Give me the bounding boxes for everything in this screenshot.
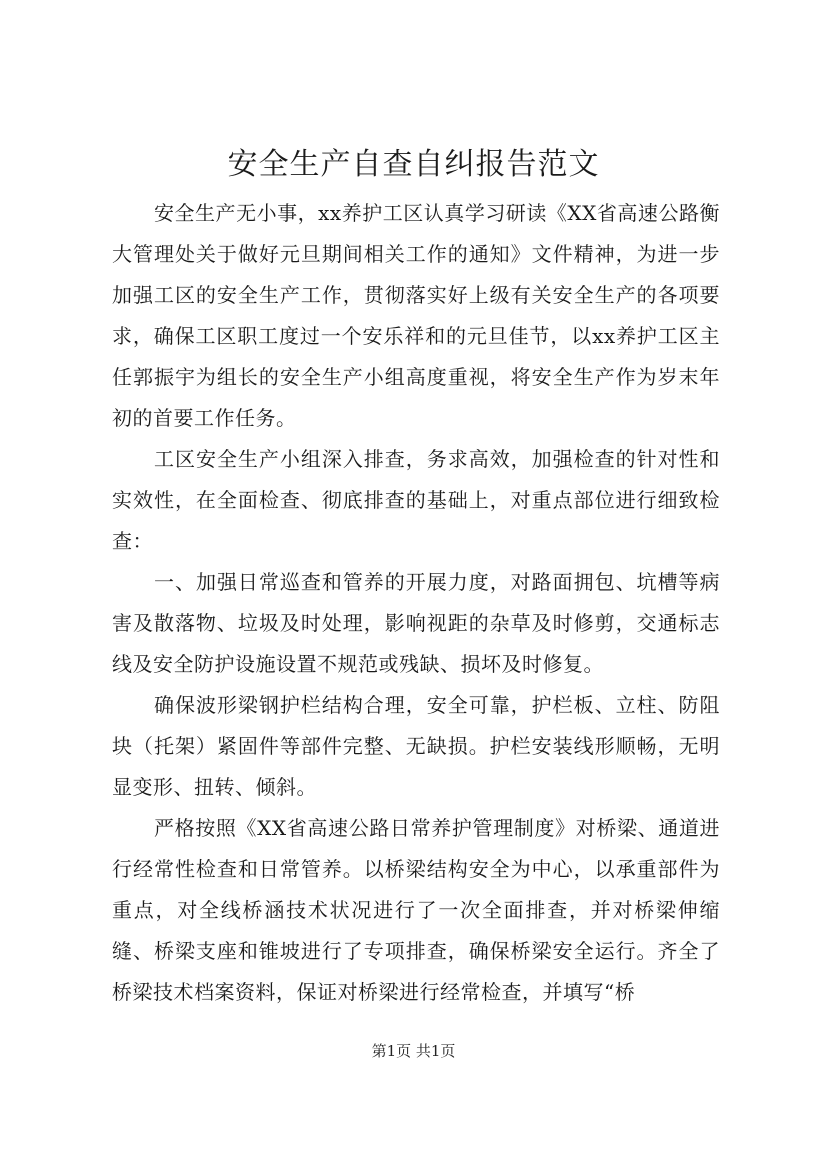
paragraph-bridge: 严格按照《XX省高速公路日常养护管理制度》对桥梁、通道进行经常性检查和日常管养。以桥梁结构安全为中心，以承重部件为重点，对全线桥涵技术状况进行了一次全面排查，并对桥梁伸缩缝、桥梁支座和锥坡进行了专项排查，确保桥梁安全运行。齐全了桥梁技术档案资料，保证对桥梁进行经常检查，并填写“桥 [112, 816, 720, 1004]
page-number-footer: 第1页 共1页 [371, 1042, 456, 1060]
paragraph-inspection: 工区安全生产小组深入排查，务求高效，加强检查的针对性和实效性，在全面检查、彻底排查的基础上，对重点部位进行细致检查： [112, 447, 720, 553]
paragraph-guardrail: 确保波形梁钢护栏结构合理，安全可靠，护栏板、立柱、防阻块（托架）紧固件等部件完整、无缺损。护栏安装线形顺畅，无明显变形、扭转、倾斜。 [112, 693, 720, 799]
paragraph-intro: 安全生产无小事，xx养护工区认真学习研读《XX省高速公路衡大管理处关于做好元旦期间相关工作的通知》文件精神，为进一步加强工区的安全生产工作，贯彻落实好上级有关安全生产的各项要求，确保工区职工度过一个安乐祥和的元旦佳节，以xx养护工区主任郭振宇为组长的安全生产小组高度重视，将安全生产作为岁末年初的首要工作任务。 [112, 201, 720, 430]
paragraph-item-one: 一、加强日常巡查和管养的开展力度，对路面拥包、坑槽等病害及散落物、垃圾及时处理，影响视距的杂草及时修剪，交通标志线及安全防护设施设置不规范或残缺、损坏及时修复。 [112, 570, 720, 676]
document-body [112, 193, 720, 1013]
document-title: 安全生产自查自纠报告范文 [227, 147, 600, 182]
